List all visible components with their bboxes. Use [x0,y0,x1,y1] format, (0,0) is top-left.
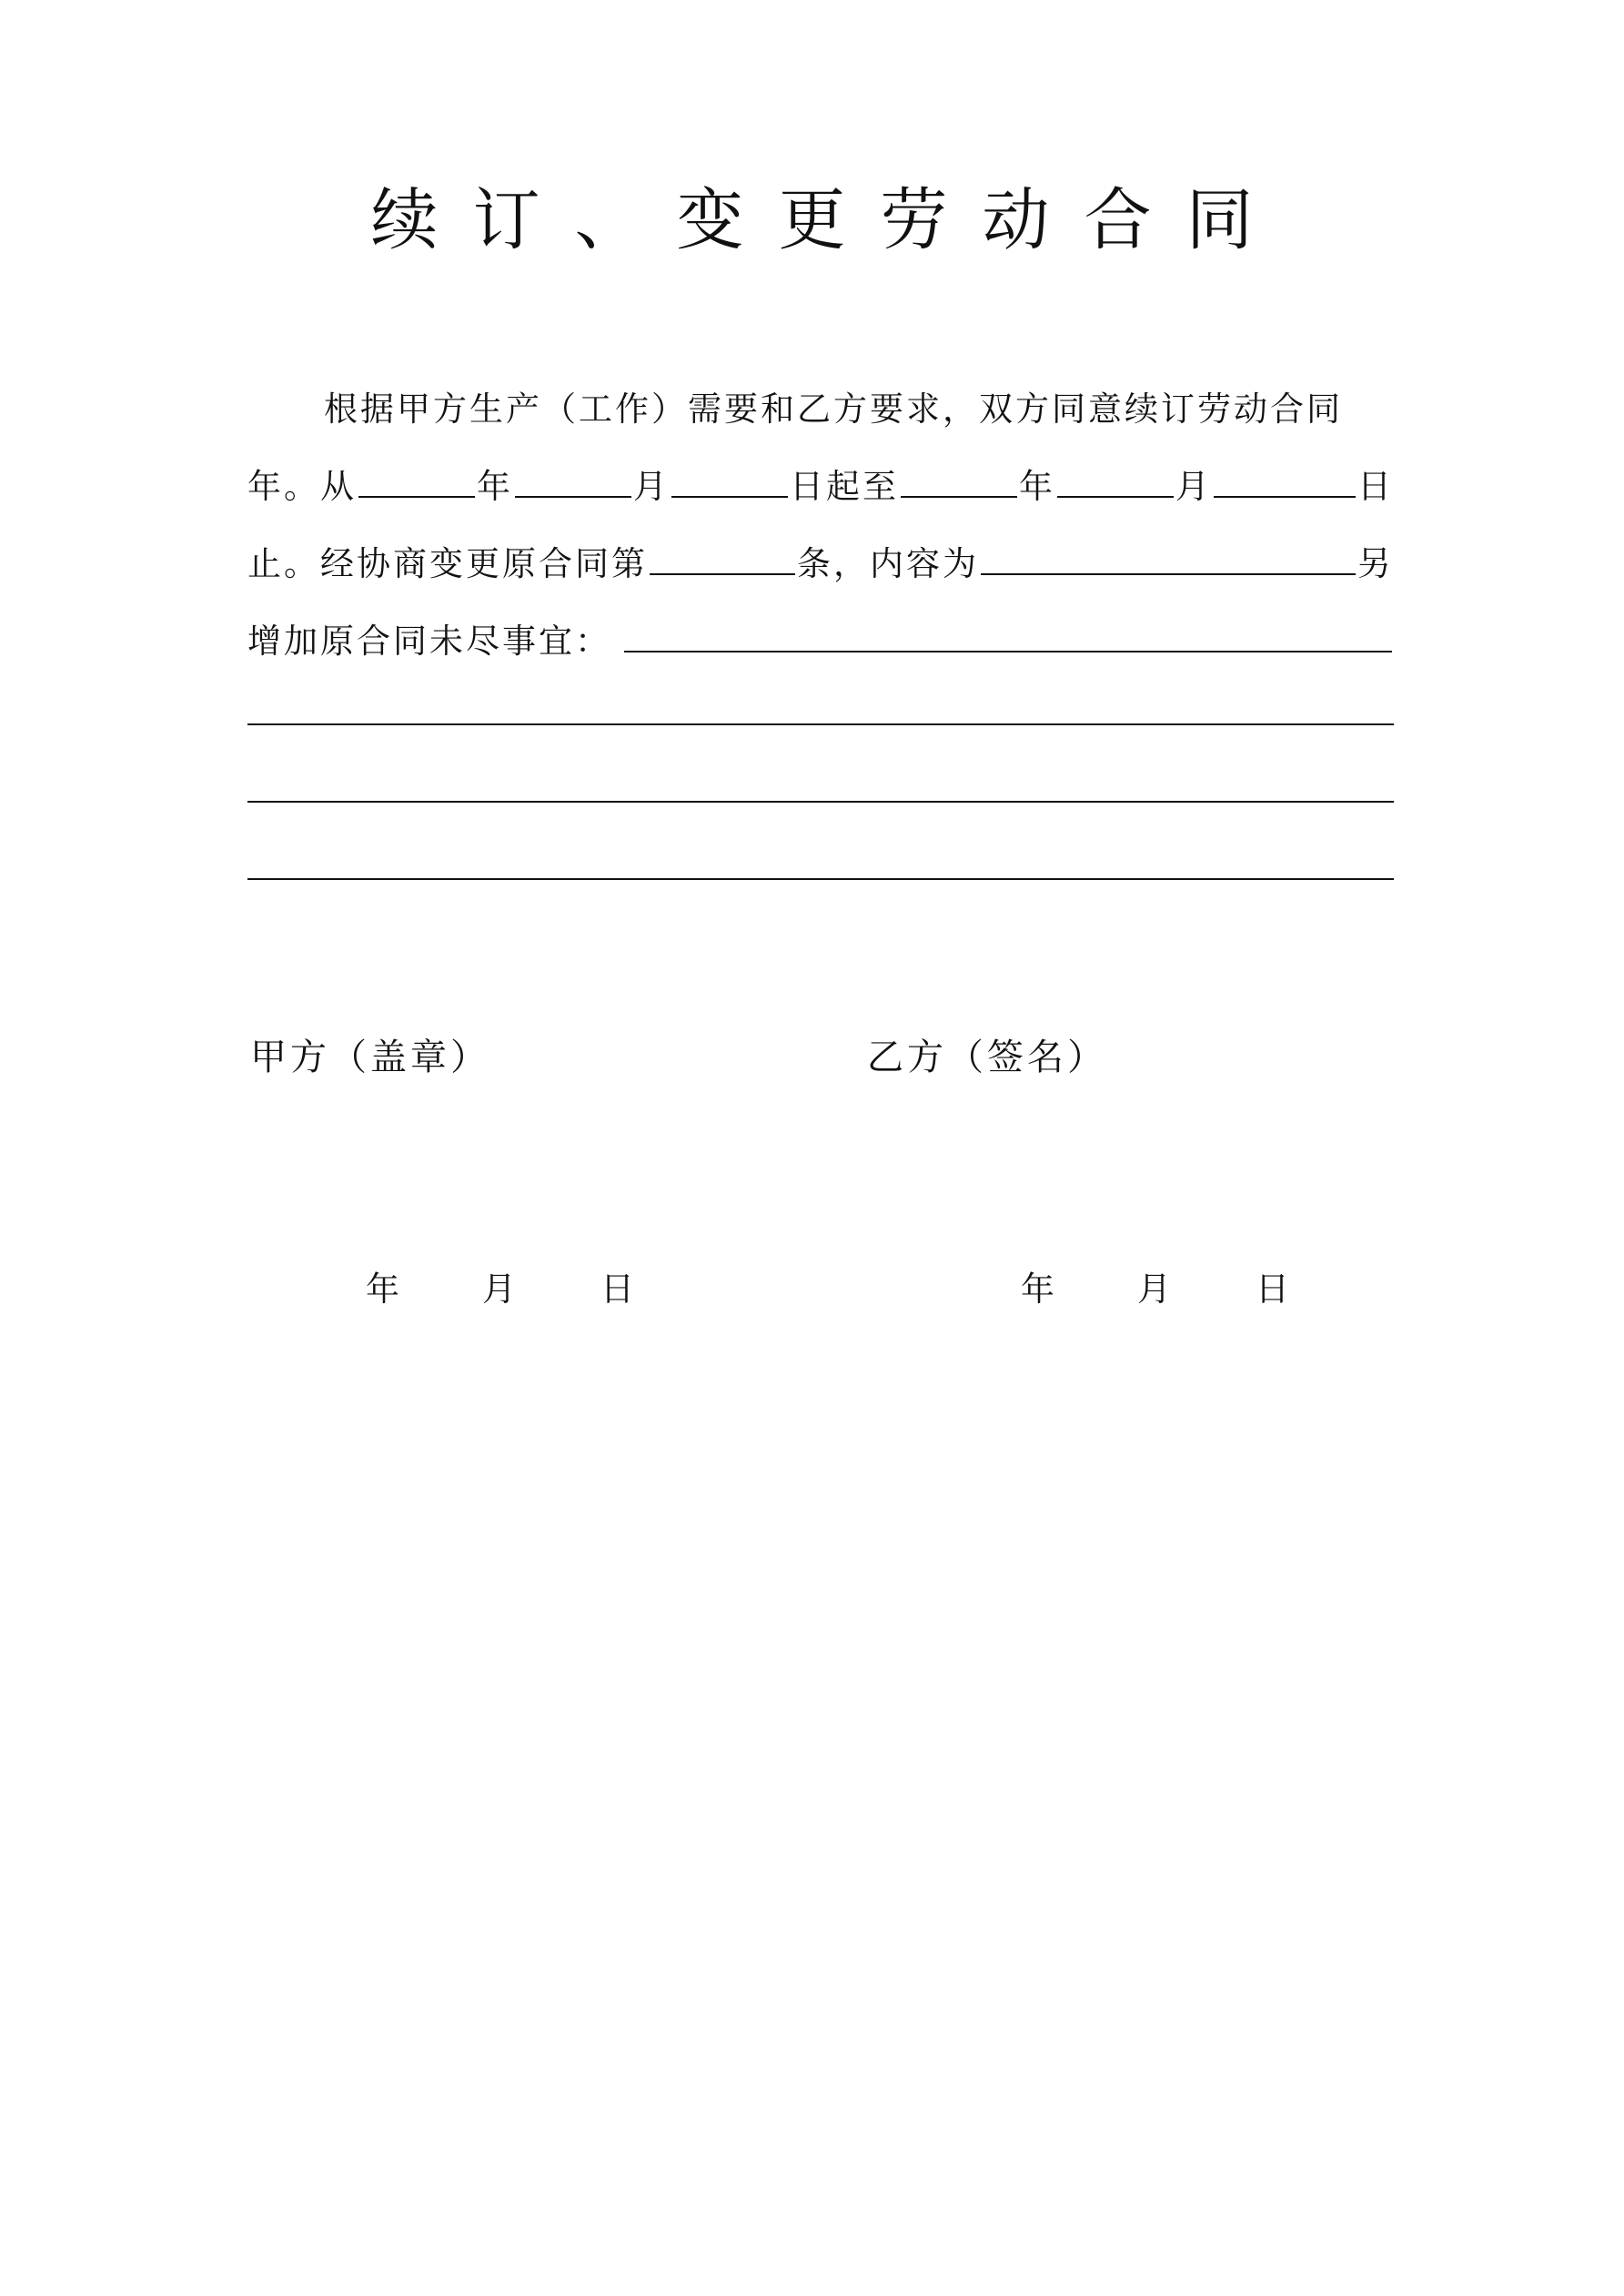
body-line-1-text: 根据甲方生产（工作）需要和乙方要求，双方同意续订劳动合同 [324,389,1343,429]
party-a-date-year: 年 [366,1269,399,1309]
party-b-date-month: 月 [1137,1269,1171,1309]
party-b-date [1021,1269,1294,1309]
start-year-blank[interactable] [358,495,475,498]
end-day-blank[interactable] [1214,495,1356,498]
party-b-date-year: 年 [1021,1269,1054,1309]
writing-line-3[interactable] [247,878,1394,880]
body-line-4: 增加原合同未尽事宜： [247,603,1394,658]
body-line-3: 止。经协商变更原合同第 条，内容为 另 [247,544,1394,583]
party-b-signature-label: 乙方（签名） [867,1037,1107,1078]
additional-matters-blank[interactable] [624,650,1392,652]
start-day-blank[interactable] [671,495,788,498]
body-line-1 [247,371,1394,429]
end-year-blank[interactable] [901,495,1017,498]
writing-line-2[interactable] [247,801,1394,803]
party-a-date-month: 月 [482,1269,516,1309]
party-a-seal-label: 甲方（盖章） [250,1037,490,1078]
party-b-date-day: 日 [1256,1269,1289,1309]
start-month-blank[interactable] [515,495,631,498]
clause-number-blank[interactable] [650,572,795,575]
party-a-date [366,1269,639,1309]
body-line-2: 年。从 年 月 日起至 年 月 日 [247,467,1394,506]
change-content-blank[interactable] [981,572,1356,575]
party-a-date-day: 日 [600,1269,634,1309]
writing-line-1[interactable] [247,723,1394,725]
document-title: 续订、变更劳动合同 [370,181,1288,259]
end-month-blank[interactable] [1057,495,1174,498]
